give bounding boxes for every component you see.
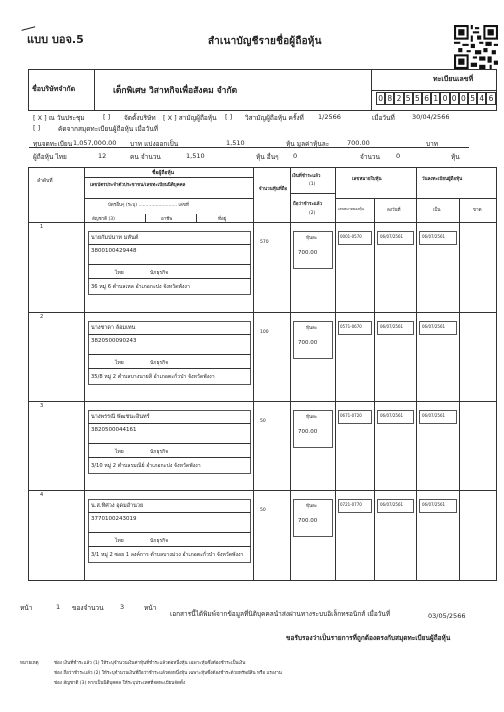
column-divider: [374, 198, 375, 581]
reg-digit: 4: [477, 92, 486, 105]
reg-digit: 2: [394, 92, 403, 105]
reg-digit: 6: [422, 92, 431, 105]
printed-date: 03/05/2566: [428, 612, 466, 620]
reg-date: 06/07/2561: [422, 413, 446, 418]
col-other-card: บัตรอื่นๆ (ระบุ) ........................... เลขที่: [108, 203, 189, 208]
col-no: ลำดับที่: [37, 178, 53, 184]
column-divider: [290, 167, 291, 581]
row-shares: 50: [260, 508, 266, 513]
cert-no: 0571-0670: [340, 324, 362, 329]
amount-label: จำนวน: [360, 153, 380, 161]
holder-divider: [88, 354, 251, 355]
col-cert-date: ลงวันที่: [387, 208, 401, 213]
col-id: เลขบัตรประจำตัวประชาชน/เลขทะเบียนนิติบุคคล: [90, 183, 186, 188]
holder-id: 3820500044161: [91, 427, 137, 433]
reg-no-label: ทะเบียนเลขที่: [433, 75, 474, 83]
page-title: สำเนาบัญชีรายชื่อผู้ถือหุ้น: [208, 36, 322, 47]
col-shares: จำนวนหุ้นที่ถือ: [258, 187, 288, 192]
col-paid: เงินที่ชำระแล้ว: [292, 174, 321, 179]
holders-label: ผู้ถือหุ้น ไทย: [33, 153, 67, 161]
column-divider: [335, 167, 336, 581]
per-share-label: หุ้นละ: [306, 415, 318, 420]
meeting-extra-blank: [ ]: [225, 113, 233, 121]
per-share: 700.00: [298, 518, 318, 524]
holder-divider: [88, 368, 251, 369]
header-divider: [196, 214, 197, 222]
other-holders: 0: [293, 152, 298, 160]
holder-id: 3800100429448: [91, 248, 137, 254]
reg-digit: 0: [459, 92, 468, 105]
col-reg-date: วันลงทะเบียนผู้ถือหุ้น: [422, 177, 463, 182]
holder-id: 3770100243019: [91, 516, 137, 522]
meeting-option: [ X ] ณ วันประชุม: [33, 114, 85, 122]
meeting-option-blank: [ ]: [103, 113, 111, 121]
per-share: 700.00: [298, 429, 318, 435]
holder-address: 36 หมู่ 6 ตำบลเหล อำเภอกะปง จังหวัดพังงา: [91, 284, 190, 290]
holder-nationality: ไทย: [115, 360, 124, 366]
total-pages: 3: [120, 603, 125, 611]
row-shares: 100: [260, 330, 269, 335]
cert-date: 06/07/2561: [380, 324, 404, 329]
header-divider: [145, 214, 146, 222]
capital-amount: 1,057,000.00: [73, 139, 117, 147]
form-code: แบบ บอจ.5: [27, 33, 84, 46]
reg-digit: 0: [376, 92, 385, 105]
reg-date: 06/07/2561: [422, 234, 446, 239]
reg-digit: 5: [404, 92, 413, 105]
row-no: 1: [40, 224, 44, 230]
cert-date: 06/07/2561: [380, 502, 404, 507]
register-text: คัดจากสมุดทะเบียนผู้ถือหุ้น เมื่อวันที่: [58, 125, 159, 133]
holder-divider: [88, 278, 251, 279]
cert-date: 06/07/2561: [380, 234, 404, 239]
column-divider: [253, 167, 254, 581]
meeting-extraordinary: วิสามัญผู้ถือหุ้น ครั้งที่: [245, 114, 304, 122]
thai-shares: 1,510: [186, 152, 205, 160]
col-considered-num: (2): [309, 211, 316, 216]
meeting-number: 1/2566: [318, 113, 341, 121]
holder-divider: [88, 244, 251, 245]
col-occupation: อาชีพ: [161, 217, 173, 222]
remark-3: ช่อง สัญชาติ (3) หากเป็นนิติบุคคล ให้ระบุประเทศที่จดทะเบียนจัดตั้ง: [54, 681, 186, 686]
holder-occupation: นักธุรกิจ: [150, 360, 169, 366]
of-label: ของจำนวน: [72, 604, 104, 612]
company-name: เด็กพิเศษ วิสาหกิจเพื่อสังคม จำกัด: [113, 86, 238, 96]
divider: [94, 69, 95, 111]
divider: [371, 69, 372, 111]
meeting-founding: จัดตั้งบริษัท: [124, 114, 156, 122]
row-no: 3: [40, 403, 44, 409]
holder-divider: [88, 512, 251, 513]
cert-no: 0721-0770: [340, 502, 362, 507]
holder-name: นายกัมปนาท มหันต์: [91, 235, 139, 241]
per-share: 700.00: [298, 250, 318, 256]
reg-digit: 0: [440, 92, 449, 105]
holder-divider: [88, 546, 251, 547]
reg-digit: 5: [413, 92, 422, 105]
meeting-ordinary: [ X ] สามัญผู้ถือหุ้น: [163, 114, 217, 122]
holders-count-label: คน จำนวน: [130, 153, 161, 161]
remark-label: หมายเหตุ: [20, 661, 39, 666]
qr-code: [454, 25, 498, 69]
reg-digit: 6: [486, 92, 495, 105]
header-divider: [290, 193, 335, 194]
holder-name: นางชาดา ล้อมเทน: [91, 325, 136, 331]
reg-digit: 8: [385, 92, 394, 105]
printed-note: เอกสารนี้ได้พิมพ์จากข้อมูลที่นิติบุคคลนำส่งผ่านทางระบบอิเล็กทรอนิกส์ เมื่อวันที่: [170, 610, 391, 618]
holder-divider: [88, 264, 251, 265]
col-became: เป็น: [433, 208, 441, 213]
header-divider: [84, 177, 253, 178]
column-divider: [84, 167, 85, 581]
cert-date: 06/07/2561: [380, 413, 404, 418]
thai-holders: 12: [98, 152, 107, 160]
holder-divider: [88, 423, 251, 424]
holder-divider: [88, 532, 251, 533]
meeting-date-label: เมื่อวันที่: [372, 114, 395, 122]
row-divider: [28, 490, 497, 491]
baht-unit: บาท: [426, 140, 439, 148]
holder-occupation: นักธุรกิจ: [150, 270, 169, 276]
row-no: 2: [40, 314, 44, 320]
col-considered: ถือว่าชำระแล้ว: [293, 202, 323, 207]
remark-1: ช่อง เงินที่ชำระแล้ว (1) ให้ระบุจำนวนเงินค่าหุ้นที่ชำระแล้วต่อหนึ่งหุ้น เฉพาะหุ้นซึ่งต้องชำระเป็นเงิน: [54, 661, 246, 666]
holder-nationality: ไทย: [115, 270, 124, 276]
holder-occupation: นักธุรกิจ: [150, 449, 169, 455]
holder-nationality: ไทย: [115, 538, 124, 544]
row-divider: [28, 312, 497, 313]
per-share: 700.00: [298, 340, 318, 346]
column-divider: [459, 198, 460, 581]
cert-no: 0671-0720: [340, 413, 362, 418]
other-amount: 0: [396, 152, 401, 160]
holder-divider: [88, 457, 251, 458]
holder-divider: [88, 443, 251, 444]
divider: [371, 90, 497, 91]
row-shares: 50: [260, 419, 266, 424]
capital-label: ทุนจดทะเบียน: [33, 140, 73, 148]
holder-divider: [88, 334, 251, 335]
holder-occupation: นักธุรกิจ: [150, 538, 169, 544]
header-bottom: [28, 222, 497, 223]
reg-date: 06/07/2561: [422, 502, 446, 507]
share-value-label: หุ้น มูลค่าหุ้นละ: [286, 140, 330, 148]
reg-date: 06/07/2561: [422, 324, 446, 329]
col-address: ที่อยู่: [218, 217, 227, 222]
holder-address: 35/8 หมู่ 2 ตำบลบางนายสี อำเภอตะกั่วป่า จังหวัดพังงา: [91, 374, 215, 380]
divider: [29, 147, 469, 148]
holder-nationality: ไทย: [115, 449, 124, 455]
reg-digit: 5: [468, 92, 477, 105]
holder-name: นางพรรณี พัฒชนะอินทร์: [91, 414, 150, 420]
col-holder-name: ชื่อผู้ถือหุ้น: [152, 170, 175, 176]
per-share-label: หุ้นละ: [306, 504, 318, 509]
row-no: 4: [40, 492, 44, 498]
per-share-label: หุ้นละ: [306, 326, 318, 331]
remark-2: ช่อง ถือว่าชำระแล้ว (2) ให้ระบุจำนวนเงินที่ถือว่าชำระแล้วต่อหนึ่งหุ้น เฉพาะหุ้นซึ่งต้องชำระด้วยทรัพย์สิน หรือ แรงงาน: [54, 671, 282, 676]
col-ceased: ขาด: [473, 208, 482, 213]
holder-address: 3/1 หมู่ 2 ซอย 1 ลงค์การ ตำบลบางม่วง อำเภอตะกั่วป่า จังหวัดพังงา: [91, 552, 244, 558]
page-number: 1: [56, 603, 61, 611]
per-share-label: หุ้นละ: [306, 236, 318, 241]
meeting-date: 30/04/2566: [412, 113, 450, 121]
reg-digit: 1: [431, 92, 440, 105]
certify-text: ขอรับรองว่าเป็นรายการที่ถูกต้องตรงกับสมุดทะเบียนผู้ถือหุ้น: [286, 634, 451, 642]
capital-split: บาท แบ่งออกเป็น: [130, 140, 179, 148]
holder-id: 3820500090243: [91, 338, 137, 344]
company-label: ชื่อบริษัทจำกัด: [32, 85, 76, 93]
col-paid-num: (1): [309, 182, 316, 187]
col-nationality: สัญชาติ (3): [92, 217, 115, 222]
page-label-2: หน้า: [144, 604, 157, 612]
header-divider: [335, 198, 497, 199]
col-cert: เลขหมายใบหุ้น: [352, 177, 382, 182]
register-bracket: [ ]: [33, 124, 41, 132]
reg-digit: 0: [450, 92, 459, 105]
capital-shares: 1,510: [226, 139, 245, 147]
row-divider: [28, 401, 497, 402]
share-value: 700.00: [347, 139, 370, 147]
cert-no: 0001-0570: [340, 234, 362, 239]
holder-address: 3/10 หมู่ 2 ตำบลรมณีย์ อำเภอกะปง จังหวัดพังงา: [91, 463, 201, 469]
row-shares: 570: [260, 240, 269, 245]
holder-name: น.ส.ทิศวง อุดมอำนวย: [91, 503, 144, 509]
other-label: หุ้น อื่นๆ: [256, 153, 279, 161]
share-unit: หุ้น: [451, 153, 460, 161]
header-divider: [84, 198, 253, 199]
column-divider: [416, 167, 417, 581]
page-label: หน้า: [20, 604, 33, 612]
col-cert-no: เลขหมายของหุ้น: [338, 207, 364, 211]
